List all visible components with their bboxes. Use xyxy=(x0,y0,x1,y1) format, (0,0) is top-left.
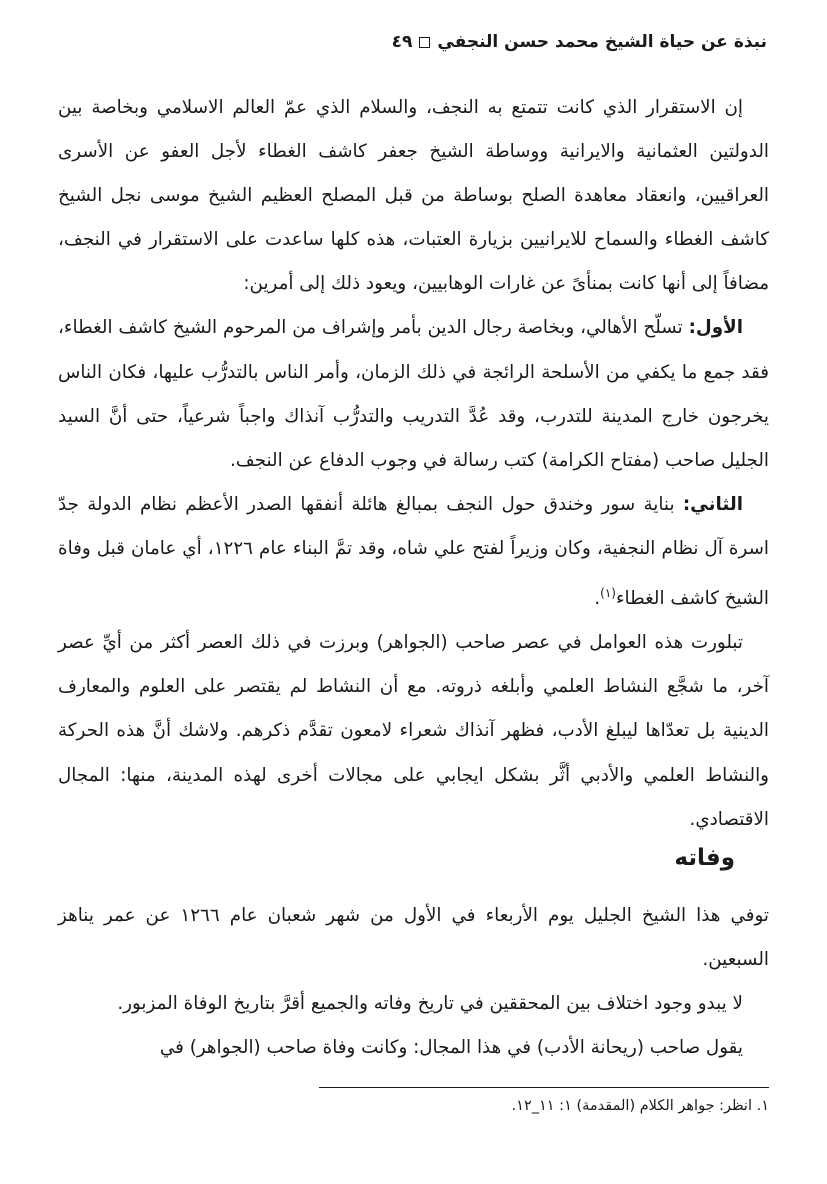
page-number: ٤٩ xyxy=(391,32,413,52)
first-reason-label: الأول: xyxy=(688,317,743,339)
second-reason-text: بناية سور وخندق حول النجف بمبالغ هائلة أنفقها الصدر الأعظم نظام الدولة جدّ اسرة آل نظام النجفية، وكان وزيراً لفتح علي شاه، وقد تمَّ البناء عام ١٢٢٦، أي عامان قبل وفاة الشيخ كاشف الغطاء xyxy=(58,493,769,610)
footnote: ١. انظر: جواهر الكلام (المقدمة) ١: ١١_١٢. xyxy=(511,1098,769,1114)
paragraph-second-reason xyxy=(58,483,769,621)
paragraph-first-reason xyxy=(58,306,769,482)
square-separator-icon xyxy=(419,37,430,48)
header-title: نبذة عن حياة الشيخ محمد حسن النجفي xyxy=(437,32,767,52)
paragraph-crystallization: تبلورت هذه العوامل في عصر صاحب (الجواهر) وبرزت في ذلك العصر أكثر من أيِّ عصر آخر، ما شجَّع النشاط العلمي وأبلغه ذروته. مع أن النشاط لم يقتصر على العلوم والمعارف الدينية بل تعدّاها ليبلغ الأدب، فظهر آنذاك شعراء لامعون تقدَّم ذكرهم. ولاشك أنَّ هذه الحركة والنشاط العلمي والأدبي أثَّر بشكل ايجابي على مجالات أخرى لهذه المدينة، منها: المجال الاقتصادي. xyxy=(58,632,769,830)
paragraph-death-date: توفي هذا الشيخ الجليل يوم الأربعاء في الأول من شهر شعبان عام ١٢٦٦ عن عمر يناهز السبعين. xyxy=(58,905,769,971)
main-text xyxy=(58,86,769,842)
second-reason-label: الثاني: xyxy=(682,493,743,515)
paragraph-no-dispute: لا يبدو وجود اختلاف بين المحققين في تاريخ وفاته والجميع أقرَّ بتاريخ الوفاة المزبور. xyxy=(117,993,743,1015)
section-text xyxy=(58,894,769,1070)
section-heading-death: وفاته xyxy=(674,845,735,871)
footnote-divider xyxy=(319,1087,769,1088)
paragraph-quote-start: يقول صاحب (ريحانة الأدب) في هذا المجال: وكانت وفاة صاحب (الجواهر) في xyxy=(159,1037,743,1059)
footnote-reference: (١) xyxy=(600,586,616,601)
first-reason-text: تسلّح الأهالي، وبخاصة رجال الدين بأمر وإشراف من المرحوم الشيخ كاشف الغطاء، فقد جمع ما يكفي من الأسلحة الرائجة في ذلك الزمان، وأمر الناس بالتدرُّب عليها، فكان الناس يخرجون خارج المدينة للتدرب، وقد عُدَّ التدريب والتدرُّب آنذاك واجباً شرعياً، حتى أنَّ السيد الجليل صاحب (مفتاح الكرامة) كتب رسالة في وجوب الدفاع عن النجف. xyxy=(58,317,769,471)
paragraph-stability: إن الاستقرار الذي كانت تتمتع به النجف، والسلام الذي عمّ العالم الاسلامي وبخاصة بين الدولتين العثمانية والايرانية ووساطة الشيخ جعفر كاشف الغطاء لأجل العفو عن الأسرى العراقيين، وانعقاد معاهدة الصلح بوساطة من قبل المصلح العظيم الشيخ موسى نجل الشيخ كاشف الغطاء والسماح للايرانيين بزيارة العتبات، هذه كلها ساعدت على الاستقرار في النجف، مضافاً إلى أنها كانت بمنأىً عن غارات الوهابيين، ويعود ذلك إلى أمرين: xyxy=(58,97,769,295)
running-head xyxy=(120,32,767,52)
second-reason-end: . xyxy=(594,588,601,610)
